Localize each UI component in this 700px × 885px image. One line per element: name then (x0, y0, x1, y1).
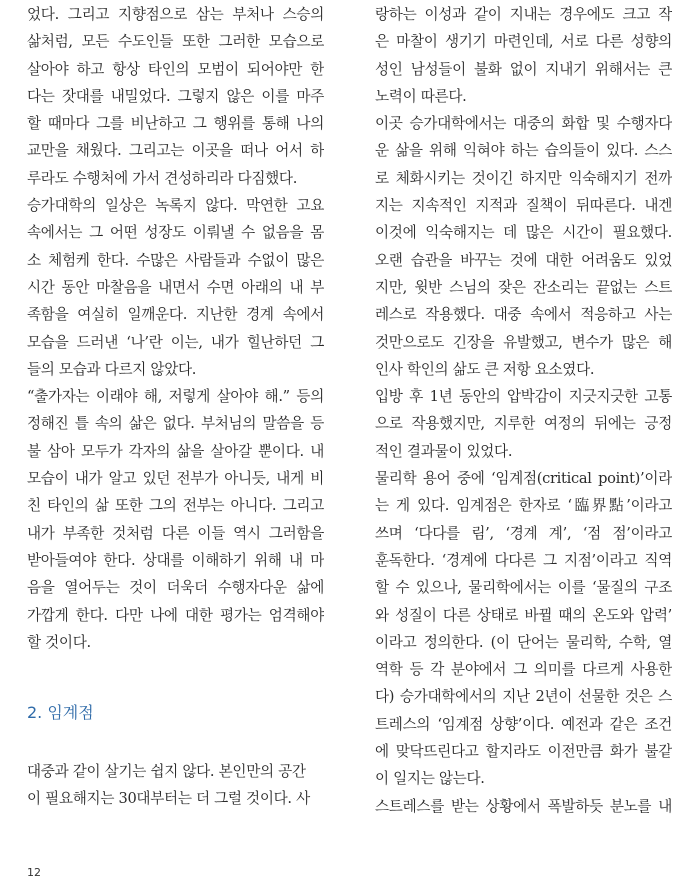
text-line: 이 필요해지는 30대부터는 더 그럴 것이다. 사 (27, 790, 310, 808)
text-line: 다) 승가대학에서의 지난 2년이 선물한 것은 스 (375, 688, 672, 706)
text-line: 들의 모습과 다르지 않았다. (27, 360, 197, 378)
right-column (375, 1, 672, 820)
text-line: 받아들여야 한다. 상대를 이해하기 위해 내 마 (27, 551, 324, 569)
text-line: 족함을 여실히 일깨운다. 지난한 경계 속에서 (27, 306, 324, 324)
text-line: 와 성질이 다른 상태로 바뀔 때의 온도와 압력’ (375, 606, 672, 624)
left-column-body (27, 1, 324, 656)
text-line: 성인 남성들이 불화 없이 지내기 위해서는 큰 (375, 60, 672, 78)
text-line: 승가대학의 일상은 녹록지 않다. 막연한 고요 (27, 197, 324, 215)
left-column-bottom-body (27, 758, 324, 813)
text-line: 쓰며 ‘다다를 림’, ‘경계 계’, ‘점 점’이라고 (375, 524, 672, 542)
text-line: 음을 열어두는 것이 더욱더 수행자다운 삶에 (27, 579, 324, 597)
text-line: 레스로 작용했다. 대중 속에서 적응하고 사는 (375, 306, 672, 324)
text-line: 소 체험케 한다. 수많은 사람들과 수없이 많은 (27, 251, 324, 269)
text-line: 할 것이다. (27, 633, 91, 651)
text-line: 물리학 용어 중에 ‘임계점(critical point)’이라 (375, 470, 672, 488)
text-line: 모습이 내가 알고 있던 전부가 아니듯, 내게 비 (27, 470, 324, 488)
text-line: 역학 등 각 분야에서 그 의미를 다르게 사용한 (375, 661, 672, 679)
text-line: 훈독한다. ‘경계에 다다른 그 지점’이라고 직역 (375, 551, 672, 569)
text-line: 대중과 같이 살기는 쉽지 않다. 본인만의 공간 (27, 763, 306, 780)
text-line: 에 맞닥뜨린다고 할지라도 이전만큼 화가 불같 (375, 743, 672, 761)
text-line: 시간 동안 마찰음을 내면서 수면 아래의 내 부 (27, 278, 324, 296)
text-line: 오랜 습관을 바꾸는 것에 대한 어려움도 있었 (375, 251, 672, 269)
text-line: 는 게 있다. 임계점은 한자로 ‘臨界點’이라고 (375, 497, 672, 515)
text-line: 다는 잣대를 내밀었다. 그렇지 않은 이를 마주 (27, 87, 324, 105)
text-line: 모습을 드러낸 ‘나’란 이는, 내가 힐난하던 그 (27, 333, 324, 351)
text-line: 은 마찰이 생기기 마련인데, 서로 다른 성향의 (375, 33, 672, 51)
text-line: 스트레스를 받는 상황에서 폭발하듯 분노를 내 (375, 797, 672, 815)
text-line: 노력이 따른다. (375, 87, 467, 105)
text-line: 이곳 승가대학에서는 대중의 화합 및 수행자다 (375, 115, 672, 133)
text-line: 이것에 익숙해지는 데 많은 시간이 필요했다. (375, 224, 672, 242)
text-line: 할 때마다 그를 비난하고 그 행위를 통해 나의 (27, 115, 324, 133)
text-line: 으로 작용했지만, 지루한 여정의 뒤에는 긍정 (375, 415, 672, 433)
text-line: 살아야 하고 항상 타인의 모범이 되어야만 한 (27, 60, 324, 78)
text-line: 지만, 윗반 스님의 잦은 잔소리는 끝없는 스트 (375, 278, 672, 296)
right-column-body (375, 1, 672, 820)
text-line: 할 수 있으나, 물리학에서는 이를 ‘물질의 구조 (375, 579, 672, 597)
text-line: 입방 후 1년 동안의 압박감이 지긋지긋한 고통 (375, 388, 672, 406)
text-line: 속에서는 그 어떤 성장도 이뤄낼 수 없음을 몸 (27, 224, 324, 242)
text-line: “출가자는 이래야 해, 저렇게 살아야 해.” 등의 (27, 388, 324, 406)
text-line: 불 삼아 모두가 각자의 삶을 살아갈 뿐이다. 내 (27, 442, 324, 460)
page-number: 12 (27, 866, 41, 879)
left-column (27, 1, 324, 656)
text-line: 내가 부족한 것처럼 다른 이들 역시 그러함을 (27, 524, 324, 542)
text-line: 정해진 틀 속의 삶은 없다. 부처님의 말씀을 등 (27, 415, 324, 433)
text-line: 루라도 수행처에 가서 견성하리라 다짐했다. (27, 169, 298, 187)
text-line: 었다. 그리고 지향점으로 삼는 부처나 스승의 (27, 6, 324, 23)
text-line: 운 삶을 위해 익혀야 하는 습의들이 있다. 스스 (375, 142, 672, 160)
text-line: 교만을 채웠다. 그리고는 이곳을 떠나 어서 하 (27, 142, 324, 160)
text-line: 삶처럼, 모든 수도인들 또한 그러한 모습으로 (27, 33, 324, 51)
text-line: 랑하는 이성과 같이 지내는 경우에도 크고 작 (375, 6, 672, 23)
text-line: 친 타인의 삶 또한 그의 전부는 아니다. 그리고 (27, 497, 324, 515)
text-line: 이 일지는 않는다. (375, 770, 485, 788)
section-heading: 2. 임계점 (27, 703, 94, 722)
text-line: 로 체화시키는 것이긴 하지만 익숙해지기 전까 (375, 169, 672, 187)
text-line: 지는 지속적인 지적과 질책이 뒤따른다. 내겐 (375, 197, 672, 215)
text-line: 인사 학인의 삶도 큰 저항 요소였다. (375, 360, 595, 378)
text-line: 트레스의 ‘임계점 상향’이다. 예전과 같은 조건 (375, 715, 672, 733)
left-column-bottom (27, 758, 324, 813)
text-line: 가깝게 한다. 다만 나에 대한 평가는 엄격해야 (27, 606, 324, 624)
text-line: 적인 결과물이 있었다. (375, 442, 513, 460)
text-line: 이라고 정의한다. (이 단어는 물리학, 수학, 열 (375, 633, 672, 651)
text-line: 것만으로도 긴장을 유발했고, 변수가 많은 해 (375, 333, 672, 351)
